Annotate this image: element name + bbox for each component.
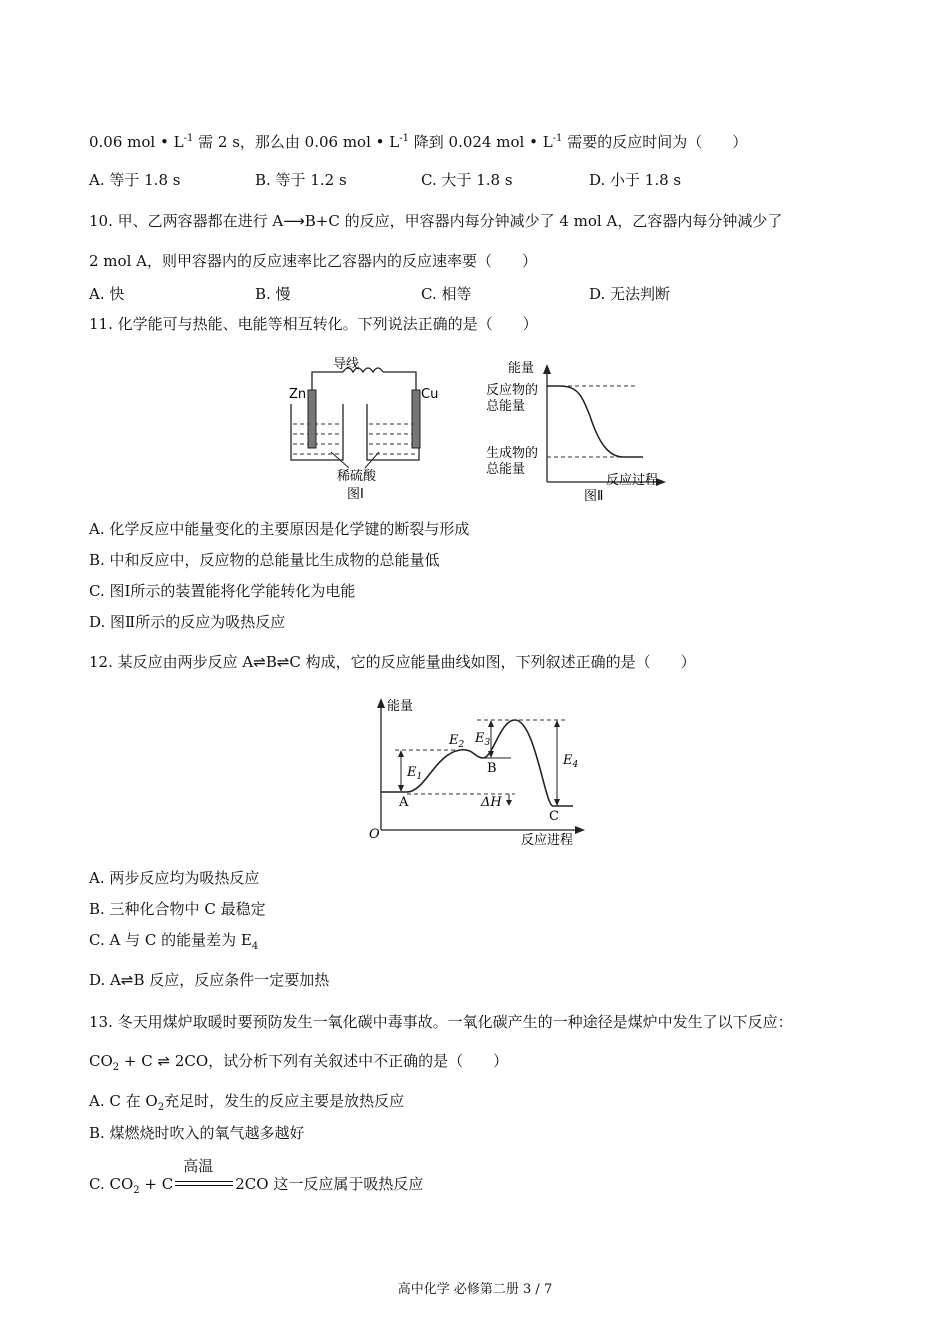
q13-option-c: C. $CO_2 + C$ 高温 2CO 这一反应属于吸热反应 [89, 1157, 424, 1196]
q10-option-a: A. 快 [89, 285, 125, 303]
energy-axis-label: 能量 [387, 699, 414, 714]
q9-option-d: D. 小于 1.8 s [589, 171, 682, 189]
figure-1-caption: 图Ⅰ [347, 487, 364, 502]
q12-option-c: C. A 与 C 的能量差为 $E_4$ [89, 931, 259, 952]
reaction-condition-arrow [173, 1157, 235, 1194]
point-b-label: B [487, 761, 497, 776]
process-axis-label: 反应过程 [606, 473, 659, 488]
page-footer: 高中化学 必修第二册 3 / 7 [397, 1282, 553, 1297]
reactant-energy-label-2: 总能量 [486, 399, 526, 414]
q9-option-b: B. 等于 1.2 s [255, 171, 347, 189]
e4-label: E [563, 753, 573, 768]
zn-label: Zn [289, 387, 307, 402]
q10-stem-line1: 10. 甲、乙两容器都在进行 A⟶B+C 的反应，甲容器内每分钟减少了 4 mol A，乙容器内每分钟减少了 [89, 212, 783, 230]
equilibrium-arrow-icon: ⇌ [120, 971, 134, 989]
svg-text:E1: $E_1$ [407, 765, 423, 782]
q9-stem-tail: 0.06 mol • $L^{-1}$ 需 2 s，那么由 0.06 mol • $L^{-1}$ 降到 0.024 mol • $L^{-1}$ 需要的反应时间为（ ） [89, 133, 748, 151]
figure-2-energy-diagram [478, 356, 668, 508]
acid-label: 稀硫酸 [337, 469, 377, 484]
x-axis-arrow-icon [575, 826, 585, 834]
q11-option-b: B. 中和反应中，反应物的总能量比生成物的总能量低 [89, 551, 440, 569]
e1-label: E [407, 765, 417, 780]
q13-stem: 13. 冬天用煤炉取暖时要预防发生一氧化碳中毒事故。一氧化碳产生的一种途径是煤炉中发生了以下反应： [89, 1013, 793, 1031]
product-energy-label-2: 总能量 [486, 462, 526, 477]
q11-option-d: D. 图Ⅱ所示的反应为吸热反应 [89, 613, 286, 631]
q10-stem-line2: 2 mol A，则甲容器内的反应速率比乙容器内的反应速率要（ ） [89, 252, 537, 270]
q12-option-a: A. 两步反应均为吸热反应 [89, 869, 260, 887]
energy-curve [547, 386, 643, 457]
q13-option-a: A. C 在 $O_2$充足时，发生的反应主要是放热反应 [89, 1092, 405, 1113]
q11-option-a: A. 化学反应中能量变化的主要原因是化学键的断裂与形成 [89, 520, 470, 538]
reaction-progress-axis-label: 反应进程 [521, 833, 574, 848]
q10-option-d: D. 无法判断 [589, 285, 671, 303]
svg-text:E3: $E_3$ [475, 731, 491, 748]
product-energy-label-1: 生成物的 [486, 446, 539, 461]
q10-option-b: B. 慢 [255, 285, 291, 303]
q12-option-b: B. 三种化合物中 C 最稳定 [89, 900, 266, 918]
equilibrium-arrow-icon: ⇌ [276, 653, 290, 671]
q10-option-c: C. 相等 [421, 285, 472, 303]
y-axis-arrow-icon [543, 364, 551, 374]
q13-equation: $CO_2 + C$ ⇌ 2CO，试分析下列有关叙述中不正确的是（ ） [89, 1052, 509, 1073]
q9-option-a: A. 等于 1.8 s [89, 171, 181, 189]
condition-label: 高温 [183, 1157, 214, 1175]
q11-option-c: C. 图Ⅰ所示的装置能将化学能转化为电能 [89, 582, 356, 600]
delta-h-label: ΔH [481, 795, 502, 810]
q13-option-b: B. 煤燃烧时吹入的氧气越多越好 [89, 1124, 305, 1142]
origin-label: O [369, 827, 380, 842]
zn-electrode [308, 390, 316, 448]
energy-axis-label: 能量 [508, 361, 535, 376]
reaction-arrow-icon: ⟶ [283, 212, 305, 230]
wire-label: 导线 [333, 357, 360, 372]
reactant-energy-label-1: 反应物的 [486, 383, 539, 398]
q11-stem: 11. 化学能可与热能、电能等相互转化。下列说法正确的是（ ） [89, 315, 538, 333]
q12-stem: 12. 某反应由两步反应 A⇌B⇌C 构成，它的反应能量曲线如图，下列叙述正确的是（ ） [89, 653, 696, 671]
point-a-label: A [399, 795, 409, 810]
figure-2-caption: 图Ⅱ [584, 489, 604, 504]
q12-energy-diagram [365, 694, 595, 850]
point-c-label: C [549, 809, 559, 824]
cu-electrode [412, 390, 420, 448]
svg-text:E4: $E_4$ [563, 753, 579, 770]
e3-label: E [475, 731, 485, 746]
equilibrium-arrow-icon: ⇌ [253, 653, 266, 671]
equilibrium-arrow-icon: ⇌ [152, 1052, 175, 1070]
q12-option-d: D. A⇌B 反应，反应条件一定要加热 [89, 971, 330, 989]
q9-option-c: C. 大于 1.8 s [421, 171, 513, 189]
e2-label: E [449, 733, 459, 748]
figure-1-galvanic-cell [283, 348, 443, 506]
svg-text:E2: $E_2$ [449, 733, 465, 750]
cu-label: Cu [421, 387, 439, 402]
y-axis-arrow-icon [377, 698, 385, 708]
